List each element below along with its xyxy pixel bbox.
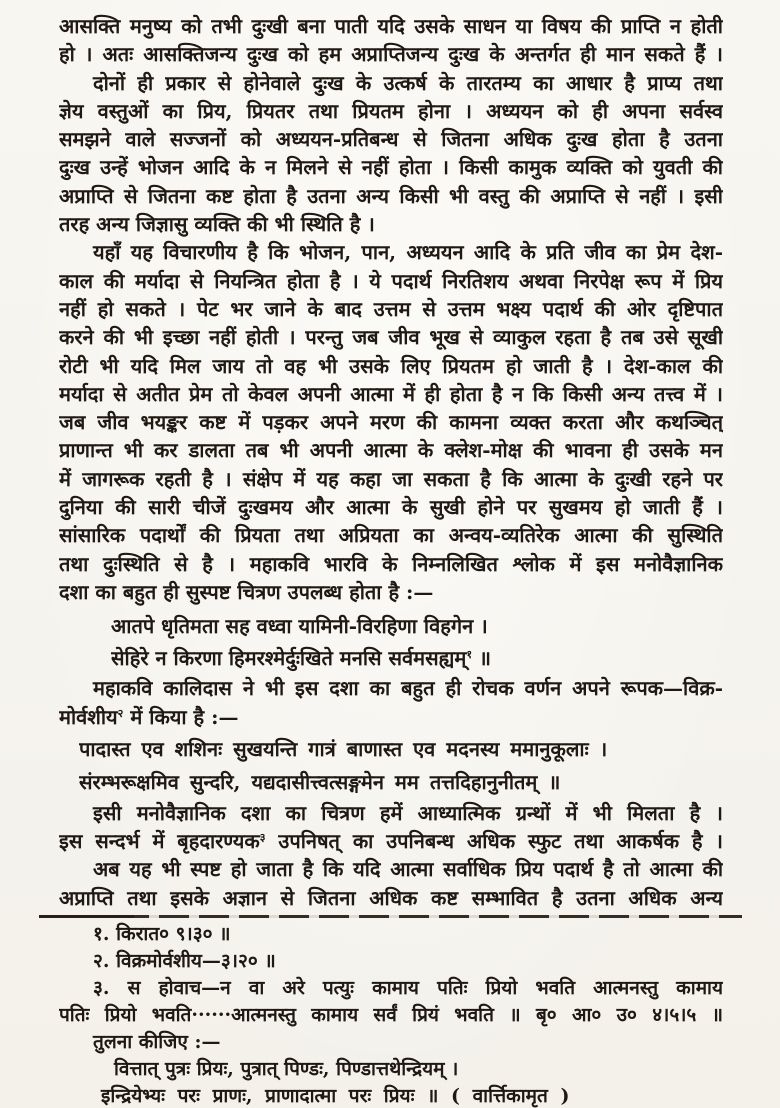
- footnote-verse-line: इन्द्रियेभ्यः परः प्राणः, प्राणादात्मा परः प्रियः ॥ ( वार्त्तिकामृत ): [101, 1085, 570, 1108]
- verse-text: ॥: [472, 646, 492, 671]
- body-text-line: नहीं हो सकते । पेट भर जाने के बाद उत्तम से उत्तम भक्ष्य पदार्थ की ओर दृष्टिपात: [59, 296, 723, 321]
- footnote-ref-2: २: [117, 706, 124, 720]
- body-text-line: में जागरूक रहती है । संक्षेप में यह कहा जा सकता है कि आत्मा के दुःखी रहने पर: [59, 466, 723, 491]
- body-text-line: तरह अन्य जिज्ञासु व्यक्ति की भी स्थिति है ।: [59, 212, 375, 237]
- verse-line: आतपे धृतिमता सह वध्वा यामिनी-विरहिणा विहगेन ।: [111, 614, 488, 639]
- body-text-line: अप्राप्ति से जितना कष्ट होता है उतना अन्य किसी भी वस्तु की अप्राप्ति से नहीं । इसी: [59, 183, 723, 208]
- verse-line: पादास्त एव शशिनः सुखयन्ति गात्रं बाणास्त एव मदनस्य ममानुकूलाः ।: [79, 736, 608, 761]
- body-text-line: जब जीव भयङ्कर कष्ट में पड़कर अपने मरण की कामना व्यक्त करता और कथञ्चित्: [59, 410, 723, 435]
- verse-line: [111, 642, 723, 674]
- body-text-line: [59, 703, 723, 731]
- body-text-line: समझने वाले सज्जनों को अध्ययन-प्रतिबन्ध से जितना अधिक दुःख होता है उतना: [59, 127, 723, 152]
- sanskrit-verse-kalidasa: [79, 733, 723, 799]
- body-text-line: सांसारिक पदार्थों की प्रियता तथा अप्रियता का अन्वय-व्यतिरेक आत्मा की सुस्थिति: [59, 523, 723, 548]
- body-text-line: तथा दुःस्थिति से है । महाकवि भारवि के निम्नलिखित श्लोक में इस मनोवैज्ञानिक: [59, 551, 723, 576]
- body-text-line: [59, 827, 723, 855]
- footnote-line: ३. स होवाच—न वा अरे पत्युः कामाय पतिः प्रियो भवति आत्मनस्तु कामाय: [93, 977, 723, 1000]
- body-text-line: ज्ञेय वस्तुओं का प्रिय, प्रियतर तथा प्रियतम होना । अध्ययन को ही अपना सर्वस्व: [59, 98, 723, 123]
- body-text-line: आसक्ति मनुष्य को तभी दुःखी बना पाती यदि उसके साधन या विषय की प्राप्ति न होती: [59, 14, 723, 38]
- footnote-ref-1: १: [466, 648, 473, 662]
- page-text-block: [59, 12, 723, 1108]
- body-text: उपनिषत् का उपनिबन्ध अधिक स्फुट तथा आकर्षक है ।: [265, 829, 723, 854]
- body-text: इस सन्दर्भ में बृहदारण्यक: [59, 829, 260, 854]
- footnote-ref-3: ३: [259, 831, 266, 845]
- body-text-line: दोनों ही प्रकार से होनेवाले दुःख के उत्कर्ष के तारतम्य का आधार है प्राप्य तथा: [93, 70, 723, 95]
- body-text: में किया है :—: [123, 704, 239, 729]
- verse-line: संरम्भरूक्षमिव सुन्दरि, यद्यदासीत्त्वत्सङ्गमेन मम तत्तदिहानुनीतम् ॥: [79, 769, 561, 794]
- body-text-line: करने की भी इच्छा नहीं होती । परन्तु जब जीव भूख से व्याकुल रहता है तब उसे सूखी: [59, 325, 723, 350]
- footnotes-section: [59, 921, 723, 1108]
- body-text: मोर्वशीय: [59, 704, 118, 729]
- body-text-line: यहाँ यह विचारणीय है कि भोजन, पान, अध्ययन आदि के प्रति जीव का प्रेम देश-: [93, 240, 723, 265]
- body-text-line: रोटी भी यदि मिल जाय तो वह भी उसके लिए प्रियतम हो जाती है । देश-काल की: [59, 353, 723, 378]
- body-text-line: इसी मनोवैज्ञानिक दशा का चित्रण हमें आध्यात्मिक ग्रन्थों में भी मिलता है ।: [93, 800, 723, 825]
- paragraph-2: [59, 69, 723, 239]
- footnote-line: पतिः प्रियो भवति······आत्मनस्तु कामाय सर्वं प्रियं भवति ॥ बृ० आ० उ० ४।५।५ ॥: [59, 1004, 723, 1027]
- body-text-line: अब यह भी स्पष्ट हो जाता है कि यदि आत्मा सर्वाधिक प्रिय पदार्थ है तो आत्मा की: [93, 857, 723, 882]
- footnote-divider: [39, 915, 742, 918]
- footnote-line: २. विक्रमोर्वशीय—३।२० ॥: [93, 950, 276, 973]
- body-text-line: अप्राप्ति तथा इसके अज्ञान से जितना अधिक कष्ट सम्भावित है उतना अधिक अन्य: [59, 885, 723, 910]
- sanskrit-verse-bharavi: [111, 610, 723, 674]
- body-text-line: हो । अतः आसक्तिजन्य दुःख को हम अप्राप्तिजन्य दुःख के अन्तर्गत ही मान सकते हैं ।: [59, 42, 723, 67]
- body-text-line: दुःख उन्हें भोजन आदि के न मिलने से नहीं होता । किसी कामुक व्यक्ति को युवती की: [59, 155, 723, 180]
- paragraph-1: [59, 12, 723, 69]
- body-text-line: महाकवि कालिदास ने भी इस दशा का बहुत ही रोचक वर्णन अपने रूपक—विक्र-: [93, 676, 723, 701]
- verse-text: सेहिरे न किरणा हिमरश्मेर्दुःखिते मनसि सर्वमसह्यम्: [111, 646, 467, 671]
- paragraph-5: [59, 799, 723, 856]
- body-text-line: दुनिया की सारी चीजें दुःखमय और आत्मा के सुखी होने पर सुखमय हो जाती हैं ।: [59, 495, 723, 520]
- paragraph-3: [59, 238, 723, 606]
- body-text-line: मर्यादा से अतीत प्रेम तो केवल अपनी आत्मा में ही होता है न कि किसी अन्य तत्त्व में ।: [59, 381, 723, 406]
- body-text-line: प्राणान्त भी कर डालता तब भी अपनी आत्मा के क्लेश-मोक्ष की भावना ही उसके मन: [59, 438, 723, 463]
- footnote-line: १. किरात० ९।३० ॥: [93, 923, 231, 946]
- body-text-line: दशा का बहुत ही सुस्पष्ट चित्रण उपलब्ध होता है :—: [59, 579, 434, 604]
- footnote-line: तुलना कीजिए :—: [93, 1031, 221, 1054]
- body-text-line: काल की मर्यादा से नियन्त्रित होता है । ये पदार्थ निरतिशय अथवा निरपेक्ष रूप में प्रिय: [59, 268, 723, 293]
- footnote-verse-line: वित्तात् पुत्रः प्रियः, पुत्रात् पिण्डः, पिण्डात्तथेन्द्रियम् ।: [114, 1058, 459, 1081]
- paragraph-4: [59, 674, 723, 731]
- paragraph-6: [59, 855, 723, 912]
